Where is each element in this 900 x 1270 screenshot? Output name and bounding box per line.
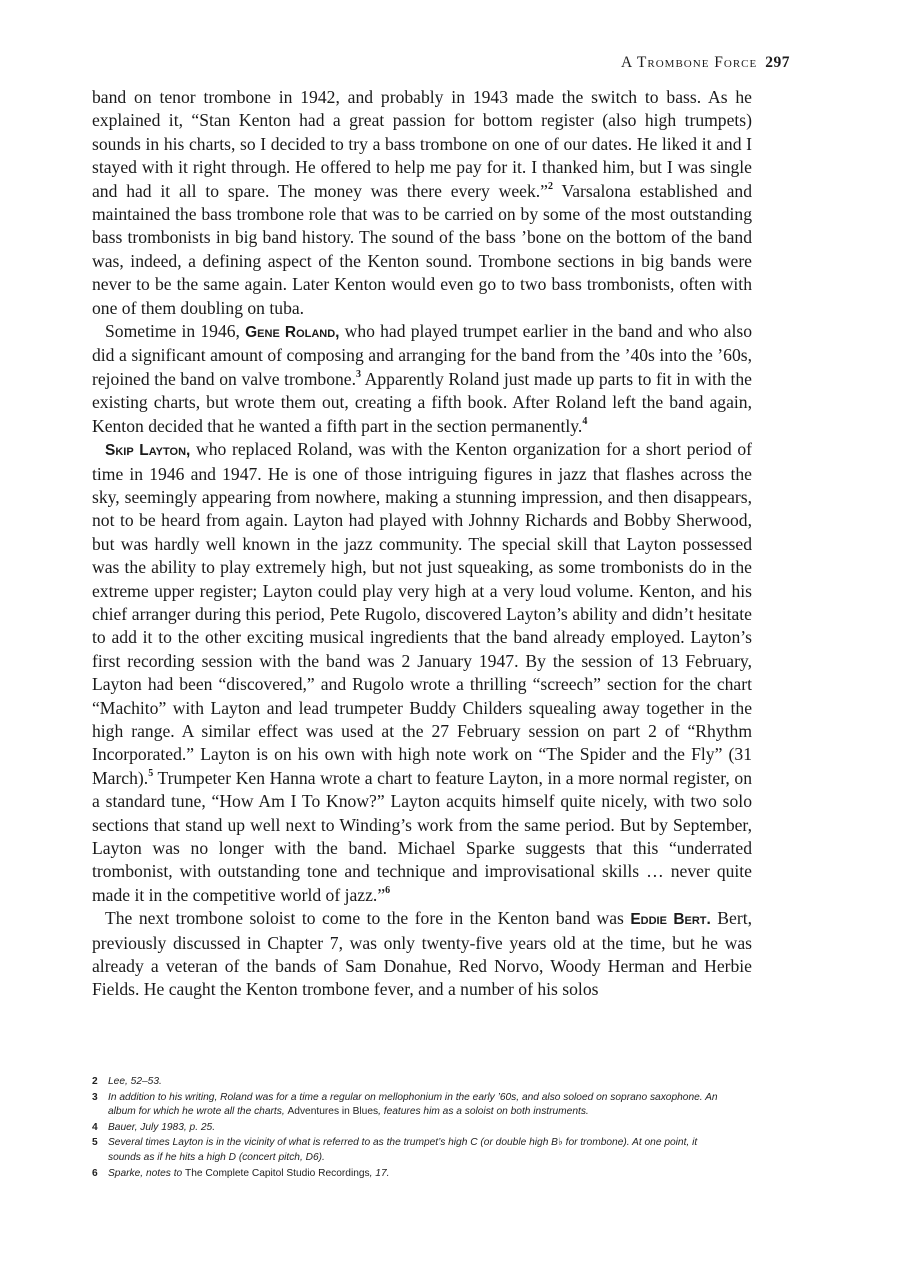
paragraph-text: Apparently Roland just made up parts to fit in with the existing charts, but wrote them out, creating a fifth book. After Roland left the band again, Kenton decided that he wanted a fifth part in the section permanently.	[92, 368, 752, 436]
paragraph-4	[92, 907, 752, 1002]
footnote-text: Lee, 52–53.	[108, 1076, 162, 1087]
footnote-ref[interactable]: 4	[582, 415, 588, 427]
footnote-text: Several times Layton is in the vicinity of what is referred to as the trumpet’s high C (or double high B♭ for trombone). At one point, it sounds as if he hits a high D (concert pitch, D6).	[108, 1137, 698, 1163]
paragraph-text: who had played trumpet earlier in the band and who also did a significant amount of composing and arranging for the band from the ’40s into the ’60s, rejoined the band on valve trombone.	[92, 321, 752, 389]
footnote-text: Bauer, July 1983, p. 25.	[108, 1121, 216, 1133]
running-header	[621, 54, 790, 72]
footnote	[92, 1091, 732, 1120]
footnote-ref[interactable]: 6	[385, 884, 391, 896]
footnote	[92, 1075, 732, 1090]
footnote-number: 5	[92, 1137, 98, 1149]
body-text	[92, 86, 752, 1002]
paragraph-2	[92, 320, 752, 438]
footnote-ref[interactable]: 2	[547, 180, 553, 192]
footnote	[92, 1136, 732, 1165]
footnote-ref[interactable]: 3	[356, 369, 361, 381]
footnote-ref[interactable]: 5	[148, 767, 154, 779]
paragraph-text: who replaced Roland, was with the Kenton organization for a short period of time in 1946 and 1947. He is one of those intriguing figures in jazz that flashes across the sky, seemingly appearing from nowhere, making a stunning impression, and then disappears, not to be heard from again. Layton had played with Johnny Richards and Bobby Sherwood, but was hardly well known in the jazz community. The special skill that Layton possessed was the ability to play extremely high, but not just squeaking, as some trombonists do in the extreme upper register; Layton could play very high at a very loud volume. Kenton, and his chief arranger during this period, Pete Rugolo, discovered Layton’s ability and didn’t hesitate to add it to the other exciting musical ingredients that the band already employed. Layton’s first recording session with the band was 2 January 1947. By the session of 13 February, Layton had been “discovered,” and Rugolo wrote a thrilling “screech” section for the chart “Machito” with Layton and lead trumpeter Buddy Childers squealing away together in the high range. A similar effect was used at the 27 February session on part 2 of “Rhythm Incorporated.” Layton is on his own with high note work on “The Spider and the Fly” (31 March).	[92, 439, 752, 788]
person-name: Eddie Bert.	[630, 911, 711, 929]
person-name: Gene Roland,	[245, 324, 340, 342]
footnote-text-part: Sparke, notes to	[108, 1167, 186, 1179]
paragraph-text: Sometime in 1946,	[105, 321, 246, 342]
paragraph-text: The next trombone soloist to come to the fore in the Kenton band was	[105, 908, 631, 929]
paragraph-1	[92, 86, 752, 320]
footnote	[92, 1121, 732, 1136]
footnote	[92, 1167, 732, 1182]
footnote-number: 3	[92, 1091, 98, 1103]
paragraph-3	[92, 438, 752, 907]
paragraph-text: Varsalona established and maintained the bass trombone role that was to be carried on by some of the most outstanding bass trombonists in big band history. The sound of the bass ’bone on the bottom of the band was, indeed, a defining aspect of the Kenton sound. Trombone sections in big bands were never to be the same again. Later Kenton would even go to two bass trombonists, often with one of them doubling on tuba.	[92, 180, 752, 318]
footnotes	[92, 1075, 732, 1182]
album-title: The Complete Capitol Studio Recordings	[185, 1167, 370, 1179]
footnote-text	[108, 1167, 732, 1182]
footnote-number: 4	[92, 1121, 98, 1133]
footnote-text-part: , 17.	[369, 1167, 390, 1179]
paragraph-text: band on tenor trombone in 1942, and probably in 1943 made the switch to bass. As he explained it, “Stan Kenton had a great passion for bottom register (also high trumpets) sounds in his charts, so I decided to try a bass trombone on one of our dates. He liked it and I stayed with it right through. He offered to help me pay for it. I thanked him, but I was single and had it all to spare. The money was there every week.”	[92, 87, 752, 201]
footnote-text	[108, 1091, 732, 1120]
footnote-number: 6	[92, 1167, 98, 1179]
footnote-text-part: In addition to his writing, Roland was for a time a regular on mellophonium in the early ’60s, and also soloed on soprano saxophone. An album for which he wrote all the charts,	[108, 1091, 718, 1118]
footnote-text-part: , features him as a soloist on both instruments.	[378, 1106, 589, 1118]
page-number: 297	[765, 54, 790, 71]
album-title: Adventures in Blues	[287, 1106, 379, 1118]
running-header-title: A Trombone Force	[621, 54, 758, 71]
person-name: Skip Layton,	[105, 442, 191, 460]
footnote-number: 2	[92, 1076, 98, 1087]
paragraph-text: Bert, previously discussed in Chapter 7, was only twenty-five years old at the time, but he was already a veteran of the bands of Sam Donahue, Red Norvo, Woody Herman and Herbie Fields. He caught the Kenton trombone fever, and a number of his solos	[92, 908, 752, 1000]
paragraph-text: Trumpeter Ken Hanna wrote a chart to feature Layton, in a more normal register, on a standard tune, “How Am I To Know?” Layton acquits himself quite nicely, with two solo sections that stand up well next to Winding’s work from the same period. But by September, Layton was no longer with the band. Michael Sparke suggests that this “underrated trombonist, with outstanding tone and technique and improvisational skills … never quite made it in the competitive world of jazz.”	[92, 767, 752, 905]
